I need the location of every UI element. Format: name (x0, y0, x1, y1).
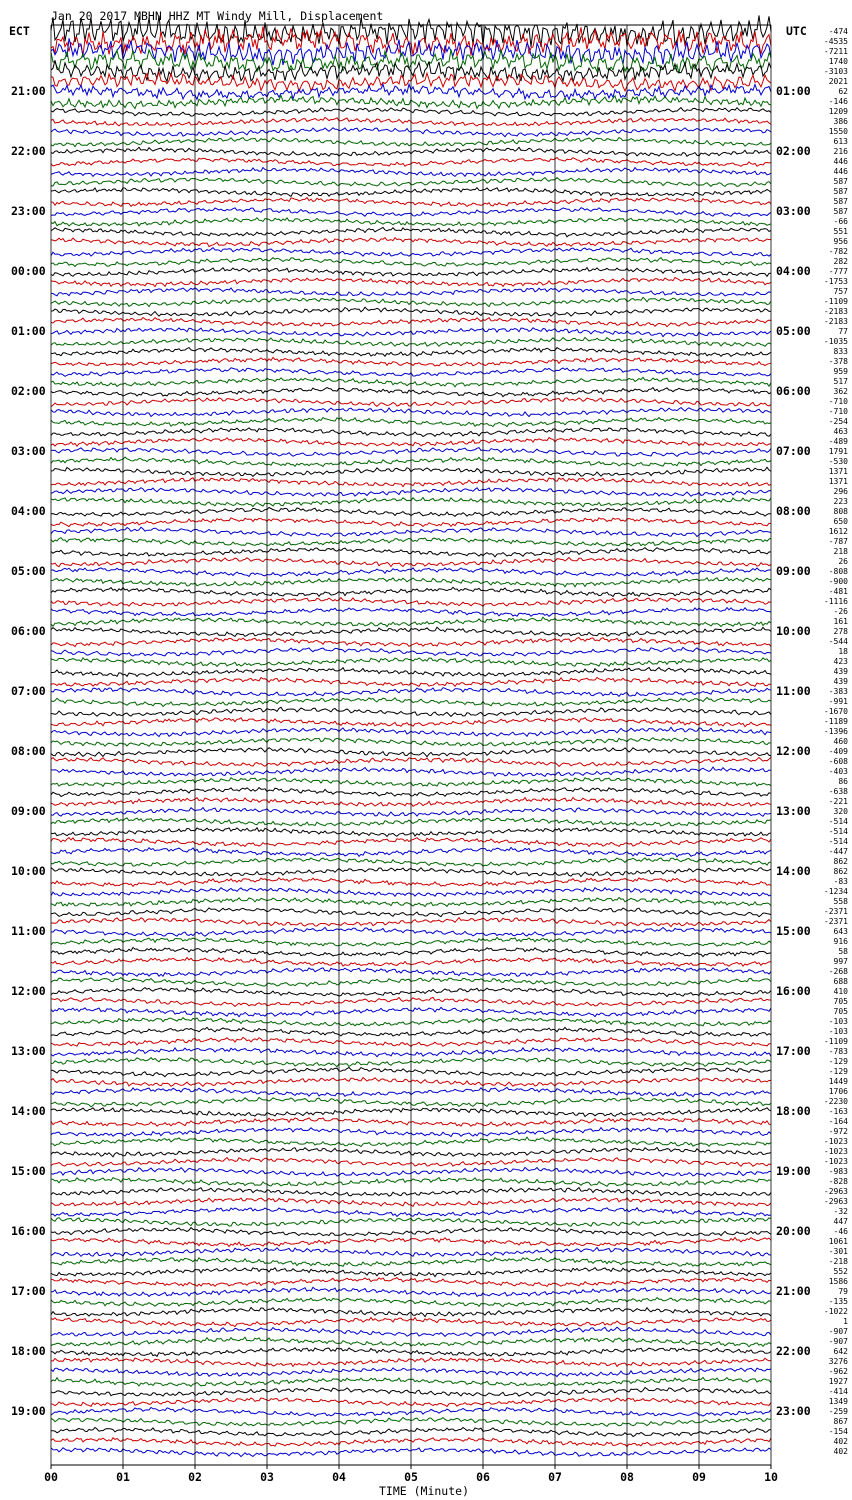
trace-offset-value: -32 (833, 1207, 848, 1216)
trace-offset-value: -783 (828, 1047, 848, 1056)
trace-offset-value: -489 (828, 437, 848, 446)
trace-offset-value: -46 (833, 1227, 848, 1236)
trace-offset-value: -103 (828, 1027, 848, 1036)
trace-offset-value: 86 (838, 777, 848, 786)
trace-offset-value: -710 (828, 397, 848, 406)
trace-offset-value: -4535 (823, 37, 848, 46)
trace-offset-value: -514 (828, 837, 848, 846)
trace-offset-value: 216 (833, 147, 848, 156)
trace-offset-value: -221 (828, 797, 848, 806)
left-hour-label: 09:00 (11, 804, 46, 818)
left-hour-label: 04:00 (11, 504, 46, 518)
right-hour-label: 08:00 (776, 504, 811, 518)
trace-offset-value: 650 (833, 517, 848, 526)
trace-offset-value: -26 (833, 607, 848, 616)
trace-offset-value: -530 (828, 457, 848, 466)
right-hour-label: 17:00 (776, 1044, 811, 1058)
trace-offset-value: -135 (828, 1297, 848, 1306)
trace-offset-value: -1023 (823, 1137, 848, 1146)
trace-offset-value: -808 (828, 567, 848, 576)
left-hour-label: 12:00 (11, 984, 46, 998)
trace-offset-value: 1061 (828, 1237, 848, 1246)
right-hour-label: 01:00 (776, 84, 811, 98)
trace-offset-value: -3103 (823, 67, 848, 76)
trace-offset-value: -2230 (823, 1097, 848, 1106)
left-hour-label: 17:00 (11, 1284, 46, 1298)
x-tick-label: 05 (404, 1470, 418, 1484)
trace-offset-value: -1753 (823, 277, 848, 286)
trace-offset-value: -514 (828, 827, 848, 836)
left-hour-label: 10:00 (11, 864, 46, 878)
left-hour-label: 13:00 (11, 1044, 46, 1058)
left-hour-label: 03:00 (11, 444, 46, 458)
trace-offset-value: -83 (833, 877, 848, 886)
trace-offset-value: 77 (838, 327, 848, 336)
x-tick-label: 07 (548, 1470, 562, 1484)
trace-offset-value: 862 (833, 857, 848, 866)
trace-offset-value: 3276 (828, 1357, 848, 1366)
trace-offset-value: -782 (828, 247, 848, 256)
trace-offset-value: -1023 (823, 1147, 848, 1156)
trace-offset-value: 439 (833, 677, 848, 686)
trace-offset-value: 587 (833, 177, 848, 186)
trace-offset-value: -2963 (823, 1187, 848, 1196)
trace-offset-value: -259 (828, 1407, 848, 1416)
right-hour-label: 12:00 (776, 744, 811, 758)
trace-offset-value: 460 (833, 737, 848, 746)
trace-offset-value: 18 (838, 647, 848, 656)
left-hour-label: 23:00 (11, 204, 46, 218)
trace-offset-value: -962 (828, 1367, 848, 1376)
trace-offset-value: 705 (833, 1007, 848, 1016)
left-hour-label: 06:00 (11, 624, 46, 638)
trace-offset-value: 1740 (828, 57, 848, 66)
trace-offset-value: 296 (833, 487, 848, 496)
trace-offset-value: -129 (828, 1057, 848, 1066)
trace-offset-value: -268 (828, 967, 848, 976)
trace-offset-value: 956 (833, 237, 848, 246)
trace-offset-value: 642 (833, 1347, 848, 1356)
trace-offset-value: 218 (833, 547, 848, 556)
trace-offset-value: 161 (833, 617, 848, 626)
trace-offset-value: 997 (833, 957, 848, 966)
right-hour-label: 02:00 (776, 144, 811, 158)
right-hour-label: 11:00 (776, 684, 811, 698)
trace-offset-value: 58 (838, 947, 848, 956)
x-tick-label: 04 (332, 1470, 346, 1484)
trace-offset-value: 587 (833, 207, 848, 216)
trace-offset-value: -514 (828, 817, 848, 826)
right-hour-label: 23:00 (776, 1404, 811, 1418)
trace-offset-value: -66 (833, 217, 848, 226)
x-tick-label: 03 (260, 1470, 274, 1484)
right-hour-label: 21:00 (776, 1284, 811, 1298)
trace-offset-value: -254 (828, 417, 848, 426)
trace-offset-value: 446 (833, 167, 848, 176)
trace-offset-value: -383 (828, 687, 848, 696)
left-hour-label: 00:00 (11, 264, 46, 278)
trace-offset-value: 808 (833, 507, 848, 516)
right-hour-label: 13:00 (776, 804, 811, 818)
trace-offset-value: 613 (833, 137, 848, 146)
trace-offset-value: 552 (833, 1267, 848, 1276)
trace-offset-value: 282 (833, 257, 848, 266)
trace-offset-value: 223 (833, 497, 848, 506)
trace-offset-value: -2963 (823, 1197, 848, 1206)
left-hour-label: 07:00 (11, 684, 46, 698)
trace-offset-value: -787 (828, 537, 848, 546)
x-tick-label: 02 (188, 1470, 202, 1484)
trace-offset-value: 1927 (828, 1377, 848, 1386)
trace-offset-value: 867 (833, 1417, 848, 1426)
x-tick-label: 09 (692, 1470, 706, 1484)
chart-title: Jan 20 2017 MBHN HHZ MT Windy Mill, Displacement (51, 9, 384, 23)
left-hour-label: 01:00 (11, 324, 46, 338)
right-hour-label: 06:00 (776, 384, 811, 398)
trace-offset-value: -403 (828, 767, 848, 776)
left-hour-label: 22:00 (11, 144, 46, 158)
trace-offset-value: -474 (828, 27, 848, 36)
right-hour-label: 22:00 (776, 1344, 811, 1358)
trace-offset-value: -828 (828, 1177, 848, 1186)
trace-offset-value: -218 (828, 1257, 848, 1266)
trace-offset-value: -163 (828, 1107, 848, 1116)
right-hour-label: 18:00 (776, 1104, 811, 1118)
trace-offset-value: 1209 (828, 107, 848, 116)
left-timezone-label: ECT (9, 24, 30, 38)
trace-offset-value: 833 (833, 347, 848, 356)
left-hour-label: 15:00 (11, 1164, 46, 1178)
trace-offset-value: 916 (833, 937, 848, 946)
trace-offset-value: -983 (828, 1167, 848, 1176)
trace-offset-value: 1371 (828, 477, 848, 486)
trace-offset-value: -164 (828, 1117, 848, 1126)
trace-offset-value: -1234 (823, 887, 848, 896)
left-hour-label: 16:00 (11, 1224, 46, 1238)
trace-offset-value: -2183 (823, 307, 848, 316)
trace-offset-value: 1612 (828, 527, 848, 536)
x-tick-label: 01 (116, 1470, 130, 1484)
right-hour-label: 09:00 (776, 564, 811, 578)
trace-offset-value: -907 (828, 1327, 848, 1336)
trace-offset-value: -378 (828, 357, 848, 366)
x-axis-ticks (44, 1465, 778, 1484)
trace-offset-value: 757 (833, 287, 848, 296)
trace-offset-value: 447 (833, 1217, 848, 1226)
right-hour-label: 04:00 (776, 264, 811, 278)
left-hour-label: 08:00 (11, 744, 46, 758)
right-timezone-label: UTC (786, 24, 807, 38)
trace-offset-value: -481 (828, 587, 848, 596)
trace-offset-value: 705 (833, 997, 848, 1006)
trace-offset-value: 410 (833, 987, 848, 996)
trace-offset-value: 1349 (828, 1397, 848, 1406)
trace-offset-value: -1189 (823, 717, 848, 726)
right-hour-label: 15:00 (776, 924, 811, 938)
right-hour-label: 07:00 (776, 444, 811, 458)
trace-offset-value: 2021 (828, 77, 848, 86)
trace-offset-value: -409 (828, 747, 848, 756)
trace-offset-value: 463 (833, 427, 848, 436)
right-hour-label: 05:00 (776, 324, 811, 338)
trace-offset-value: 643 (833, 927, 848, 936)
trace-offset-value: -146 (828, 97, 848, 106)
trace-offset-value: 1791 (828, 447, 848, 456)
trace-offset-value: -1396 (823, 727, 848, 736)
trace-offset-value: -2371 (823, 907, 848, 916)
trace-offset-value: -2371 (823, 917, 848, 926)
left-hour-label: 11:00 (11, 924, 46, 938)
trace-offset-labels (824, 27, 848, 1456)
x-tick-label: 10 (764, 1470, 778, 1484)
right-hour-label: 10:00 (776, 624, 811, 638)
trace-offset-value: -2183 (823, 317, 848, 326)
trace-offset-value: 551 (833, 227, 848, 236)
x-tick-label: 06 (476, 1470, 490, 1484)
left-hour-label: 05:00 (11, 564, 46, 578)
trace-offset-value: -907 (828, 1337, 848, 1346)
right-hour-label: 20:00 (776, 1224, 811, 1238)
trace-offset-value: 402 (833, 1447, 848, 1456)
trace-offset-value: 62 (838, 87, 848, 96)
trace-offset-value: 439 (833, 667, 848, 676)
trace-offset-value: -1022 (823, 1307, 848, 1316)
trace-offset-value: -972 (828, 1127, 848, 1136)
trace-offset-value: -608 (828, 757, 848, 766)
right-hour-label: 14:00 (776, 864, 811, 878)
trace-offset-value: -638 (828, 787, 848, 796)
trace-offset-value: 278 (833, 627, 848, 636)
right-hour-label: 03:00 (776, 204, 811, 218)
trace-offset-value: 1371 (828, 467, 848, 476)
trace-offset-value: 1706 (828, 1087, 848, 1096)
trace-offset-value: -1116 (823, 597, 848, 606)
trace-offset-value: -1109 (823, 297, 848, 306)
trace-offset-value: 959 (833, 367, 848, 376)
right-hour-label: 16:00 (776, 984, 811, 998)
left-hour-label: 14:00 (11, 1104, 46, 1118)
trace-offset-value: 517 (833, 377, 848, 386)
trace-offset-value: -710 (828, 407, 848, 416)
left-hour-label: 02:00 (11, 384, 46, 398)
trace-offset-value: 446 (833, 157, 848, 166)
trace-offset-value: 1 (843, 1317, 848, 1326)
trace-offset-value: 26 (838, 557, 848, 566)
trace-offset-value: 1449 (828, 1077, 848, 1086)
left-hour-label: 18:00 (11, 1344, 46, 1358)
trace-offset-value: 558 (833, 897, 848, 906)
left-hour-label: 19:00 (11, 1404, 46, 1418)
right-hour-label: 19:00 (776, 1164, 811, 1178)
x-axis-label: TIME (Minute) (378, 1484, 470, 1498)
trace-offset-value: 862 (833, 867, 848, 876)
trace-offset-value: -447 (828, 847, 848, 856)
trace-offset-value: -301 (828, 1247, 848, 1256)
trace-offset-value: 386 (833, 117, 848, 126)
trace-offset-value: -7211 (823, 47, 848, 56)
trace-offset-value: 587 (833, 187, 848, 196)
trace-offset-value: 79 (838, 1287, 848, 1296)
trace-offset-value: 688 (833, 977, 848, 986)
trace-offset-value: -1670 (823, 707, 848, 716)
trace-offset-value: -103 (828, 1017, 848, 1026)
trace-offset-value: -544 (828, 637, 848, 646)
trace-offset-value: 587 (833, 197, 848, 206)
trace-offset-value: -1035 (823, 337, 848, 346)
trace-offset-value: 402 (833, 1437, 848, 1446)
trace-offset-value: -154 (828, 1427, 848, 1436)
x-tick-label: 08 (620, 1470, 634, 1484)
trace-offset-value: -900 (828, 577, 848, 586)
trace-offset-value: -414 (828, 1387, 848, 1396)
trace-offset-value: -991 (828, 697, 848, 706)
trace-offset-value: -1109 (823, 1037, 848, 1046)
trace-offset-value: 320 (833, 807, 848, 816)
trace-offset-value: 362 (833, 387, 848, 396)
trace-offset-value: 423 (833, 657, 848, 666)
x-tick-label: 00 (44, 1470, 58, 1484)
left-hour-label: 21:00 (11, 84, 46, 98)
trace-offset-value: -777 (828, 267, 848, 276)
trace-offset-value: -129 (828, 1067, 848, 1076)
trace-offset-value: -1023 (823, 1157, 848, 1166)
trace-offset-value: 1550 (828, 127, 848, 136)
trace-offset-value: 1586 (828, 1277, 848, 1286)
